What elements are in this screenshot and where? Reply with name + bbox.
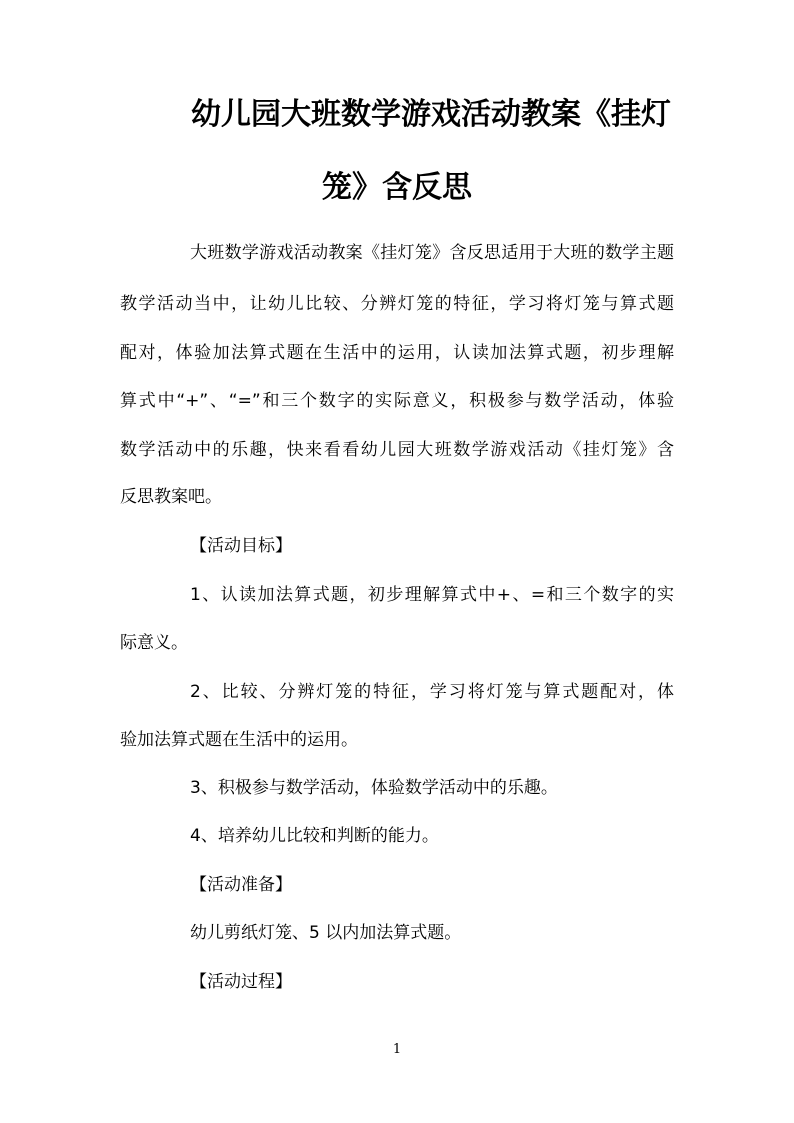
intro-line-6: 反思教案吧。 xyxy=(120,487,222,507)
page-number: 1 xyxy=(392,1042,402,1057)
intro-line-2: 教学活动当中，让幼儿比较、分辨灯笼的特征，学习将灯笼与算式题 xyxy=(120,294,674,314)
document-title-line-2: 笼》含反思 xyxy=(322,170,472,205)
section-heading-goals: 【活动目标】 xyxy=(190,536,292,556)
goal-4: 4、培养幼儿比较和判断的能力。 xyxy=(190,826,439,846)
intro-line-5: 数学活动中的乐趣，快来看看幼儿园大班数学游戏活动《挂灯笼》含 xyxy=(120,440,674,460)
goal-1-line-1: 1、认读加法算式题，初步理解算式中+、=和三个数字的实 xyxy=(190,585,674,605)
section-heading-process: 【活动过程】 xyxy=(190,972,292,992)
preparation-text: 幼儿剪纸灯笼、5 以内加法算式题。 xyxy=(190,923,462,943)
document-title-line-1: 幼儿园大班数学游戏活动教案《挂灯 xyxy=(191,97,671,132)
intro-line-3: 配对，体验加法算式题在生活中的运用，认读加法算式题，初步理解 xyxy=(120,343,674,363)
intro-line-1: 大班数学游戏活动教案《挂灯笼》含反思适用于大班的数学主题 xyxy=(190,243,674,263)
goal-3: 3、积极参与数学活动，体验数学活动中的乐趣。 xyxy=(190,778,558,798)
intro-line-4: 算式中“+”、“=”和三个数字的实际意义，积极参与数学活动，体验 xyxy=(120,391,674,411)
goal-2-line-2: 验加法算式题在生活中的运用。 xyxy=(120,730,358,750)
goal-2-line-1: 2、比较、分辨灯笼的特征，学习将灯笼与算式题配对，体 xyxy=(190,682,674,702)
section-heading-preparation: 【活动准备】 xyxy=(190,875,292,895)
goal-1-line-2: 际意义。 xyxy=(120,633,188,653)
